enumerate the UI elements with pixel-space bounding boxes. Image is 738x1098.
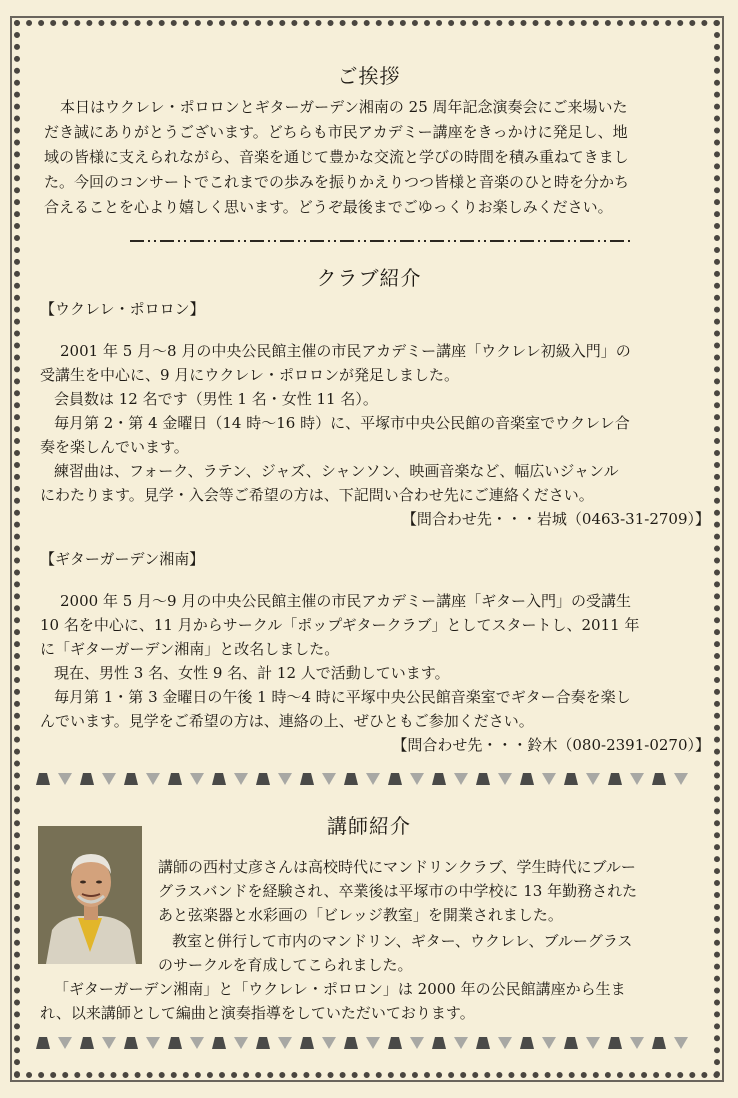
triangle-mark	[212, 1037, 226, 1049]
guitar-contact: 【問合わせ先・・・鈴木（080-2391-0270）】	[392, 736, 710, 754]
triangle-mark	[322, 1037, 336, 1049]
triangle-mark	[410, 773, 424, 785]
triangle-mark	[234, 773, 248, 785]
triangle-mark	[564, 773, 578, 785]
triangle-mark	[674, 1037, 688, 1049]
triangle-mark	[344, 773, 358, 785]
triangle-mark	[36, 1037, 50, 1049]
triangle-mark	[322, 773, 336, 785]
ukulele-line: 毎月第 2・第 4 金曜日（14 時〜16 時）に、平塚市中央公民館の音楽室でウクレレ合	[54, 414, 630, 432]
ukulele-line: 受講生を中心に、9 月にウクレレ・ポロロンが発足しました。	[40, 366, 459, 384]
instructor-title: 講師紹介	[327, 814, 411, 838]
triangle-mark	[212, 773, 226, 785]
clubs-title: クラブ紹介	[316, 266, 422, 290]
triangle-mark	[366, 773, 380, 785]
ukulele-line: 2001 年 5 月〜8 月の中央公民館主催の市民アカデミー講座「ウクレレ初級入門」の	[60, 342, 631, 360]
guitar-line: 現在、男性 3 名、女性 9 名、計 12 人で活動しています。	[54, 664, 450, 682]
greeting-line: た。今回のコンサートでこれまでの歩みを振りかえりつつ皆様と音楽のひと時を分かち	[44, 173, 630, 191]
triangle-divider	[36, 1036, 706, 1050]
triangle-mark	[498, 773, 512, 785]
triangle-mark	[80, 773, 94, 785]
triangle-mark	[542, 1037, 556, 1049]
triangle-mark	[256, 773, 270, 785]
triangle-mark	[58, 1037, 72, 1049]
instructor-line: 講師の西村丈彦さんは高校時代にマンドリンクラブ、学生時代にブルー	[158, 858, 636, 876]
triangle-mark	[476, 773, 490, 785]
triangle-mark	[300, 773, 314, 785]
triangle-mark	[300, 1037, 314, 1049]
triangle-mark	[608, 773, 622, 785]
guitar-line: 毎月第 1・第 3 金曜日の午後 1 時〜4 時に平塚中央公民館音楽室でギター合奏を楽し	[54, 688, 631, 706]
triangle-mark	[168, 1037, 182, 1049]
triangle-mark	[432, 773, 446, 785]
triangle-mark	[146, 1037, 160, 1049]
instructor-photo	[38, 826, 142, 964]
triangle-mark	[168, 773, 182, 785]
triangle-mark	[146, 773, 160, 785]
triangle-mark	[36, 773, 50, 785]
triangle-mark	[80, 1037, 94, 1049]
guitar-line: 2000 年 5 月〜9 月の中央公民館主催の市民アカデミー講座「ギター入門」の受講生	[60, 592, 632, 610]
dash-dot-divider	[130, 236, 630, 246]
greeting-line: 合えることを心より嬉しく思います。どうぞ最後までごゆっくりお楽しみください。	[44, 198, 613, 216]
instructor-line: あと弦楽器と水彩画の「ビレッジ教室」を開業されました。	[158, 906, 563, 924]
triangle-mark	[674, 773, 688, 785]
triangle-mark	[630, 1037, 644, 1049]
guitar-club-name: 【ギターガーデン湘南】	[40, 550, 205, 568]
triangle-mark	[520, 1037, 534, 1049]
triangle-mark	[278, 1037, 292, 1049]
triangle-mark	[366, 1037, 380, 1049]
ukulele-contact: 【問合わせ先・・・岩城（0463-31-2709）】	[401, 510, 710, 528]
ukulele-line: 練習曲は、フォーク、ラテン、ジャズ、シャンソン、映画音楽など、幅広いジャンル	[54, 462, 619, 480]
guitar-line: 10 名を中心に、11 月からサークル「ポップギタークラブ」としてスタートし、2011 年	[40, 616, 640, 634]
triangle-mark	[102, 1037, 116, 1049]
triangle-mark	[58, 773, 72, 785]
ukulele-club-name: 【ウクレレ・ポロロン】	[40, 300, 205, 318]
triangle-mark	[520, 773, 534, 785]
triangle-mark	[190, 1037, 204, 1049]
greeting-title: ご挨拶	[337, 64, 401, 88]
triangle-mark	[102, 773, 116, 785]
guitar-line: んでいます。見学をご希望の方は、連絡の上、ぜひともご参加ください。	[40, 712, 534, 730]
ukulele-line: にわたります。見学・入会等ご希望の方は、下記問い合わせ先にご連絡ください。	[40, 486, 594, 504]
triangle-mark	[234, 1037, 248, 1049]
guitar-line: に「ギターガーデン湘南」と改名しました。	[40, 640, 340, 658]
triangle-mark	[124, 773, 138, 785]
ukulele-line: 会員数は 12 名です（男性 1 名・女性 11 名）。	[54, 390, 378, 408]
instructor-line: 教室と併行して市内のマンドリン、ギター、ウクレレ、ブルーグラス	[172, 932, 633, 950]
triangle-mark	[476, 1037, 490, 1049]
triangle-mark	[278, 773, 292, 785]
triangle-mark	[410, 1037, 424, 1049]
triangle-mark	[586, 773, 600, 785]
instructor-line: グラスバンドを経験され、卒業後は平塚市の中学校に 13 年勤務された	[158, 882, 638, 900]
triangle-mark	[454, 1037, 468, 1049]
instructor-line: れ、以来講師として編曲と演奏指導をしていただいております。	[40, 1004, 475, 1022]
ukulele-line: 奏を楽しんでいます。	[40, 438, 189, 456]
triangle-mark	[608, 1037, 622, 1049]
triangle-mark	[630, 773, 644, 785]
instructor-line: 「ギターガーデン湘南」と「ウクレレ・ポロロン」は 2000 年の公民館講座から生ま	[54, 980, 626, 998]
triangle-mark	[652, 1037, 666, 1049]
triangle-mark	[124, 1037, 138, 1049]
triangle-divider	[36, 772, 706, 786]
triangle-mark	[542, 773, 556, 785]
triangle-mark	[432, 1037, 446, 1049]
triangle-mark	[388, 773, 402, 785]
triangle-mark	[256, 1037, 270, 1049]
triangle-mark	[388, 1037, 402, 1049]
triangle-mark	[454, 773, 468, 785]
triangle-mark	[564, 1037, 578, 1049]
triangle-mark	[344, 1037, 358, 1049]
triangle-mark	[190, 773, 204, 785]
greeting-line: だき誠にありがとうございます。どちらも市民アカデミー講座をきっかけに発足し、地	[44, 123, 628, 141]
triangle-mark	[652, 773, 666, 785]
greeting-line: 域の皆様に支えられながら、音楽を通じて豊かな交流と学びの時間を積み重ねてきまし	[44, 148, 629, 166]
greeting-line: 本日はウクレレ・ポロロンとギターガーデン湘南の 25 周年記念演奏会にご来場いた	[60, 98, 628, 116]
triangle-mark	[498, 1037, 512, 1049]
triangle-mark	[586, 1037, 600, 1049]
instructor-line: のサークルを育成してこられました。	[158, 956, 413, 974]
